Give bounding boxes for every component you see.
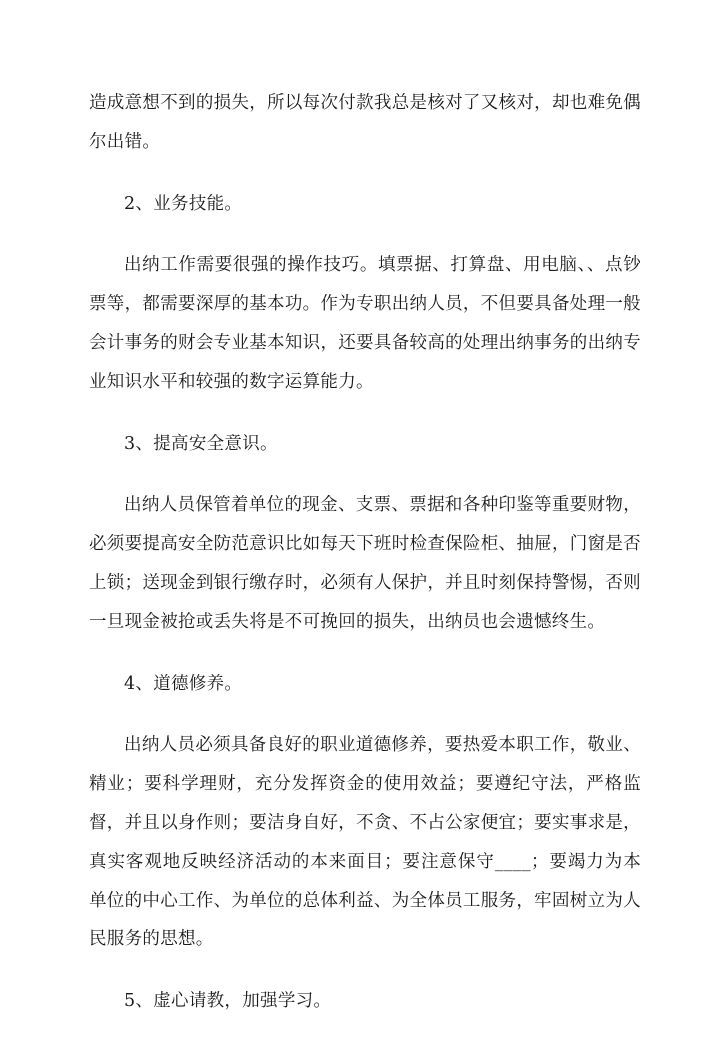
paragraph-safety-awareness: 出纳人员保管着单位的现金、支票、票据和各种印鉴等重要财物，必须要提高安全防范意识比如每天下班时检查保险柜、抽屉，门窗是否上锁；送现金到银行缴存时，必须有人保护，并且时刻保持警惕，否则一旦现金被抢或丢失将是不可挽回的损失，出纳员也会遗憾终生。	[89, 495, 641, 632]
paragraph-continuation: 造成意想不到的损失，所以每次付款我总是核对了又核对，却也难免偶尔出错。	[89, 93, 641, 152]
section-heading-learning: 5、虚心请教，加强学习。	[124, 991, 332, 1012]
document-page	[89, 84, 641, 1044]
section-heading-moral-cultivation: 4、道德修养。	[124, 673, 243, 694]
section-heading-safety-awareness: 3、提高安全意识。	[124, 433, 278, 454]
paragraph-business-skills: 出纳工作需要很强的操作技巧。填票据、打算盘、用电脑、、点钞票等，都需要深厚的基本功。作为专职出纳人员，不但要具备处理一般会计事务的财会专业基本知识，还要具备较高的处理出纳事务的出纳专业知识水平和较强的数字运算能力。	[89, 255, 641, 392]
section-heading-business-skills: 2、业务技能。	[124, 193, 243, 214]
paragraph-moral-cultivation: 出纳人员必须具备良好的职业道德修养，要热爱本职工作，敬业、精业；要科学理财，充分发挥资金的使用效益；要遵纪守法，严格监督，并且以身作则；要洁身自好，不贪、不占公家便宜；要实事求是，真实客观地反映经济活动的本来面目；要注意保守____；要竭力为本单位的中心工作、为单位的总体利益、为全体员工服务，牢固树立为人民服务的思想。	[89, 735, 641, 950]
